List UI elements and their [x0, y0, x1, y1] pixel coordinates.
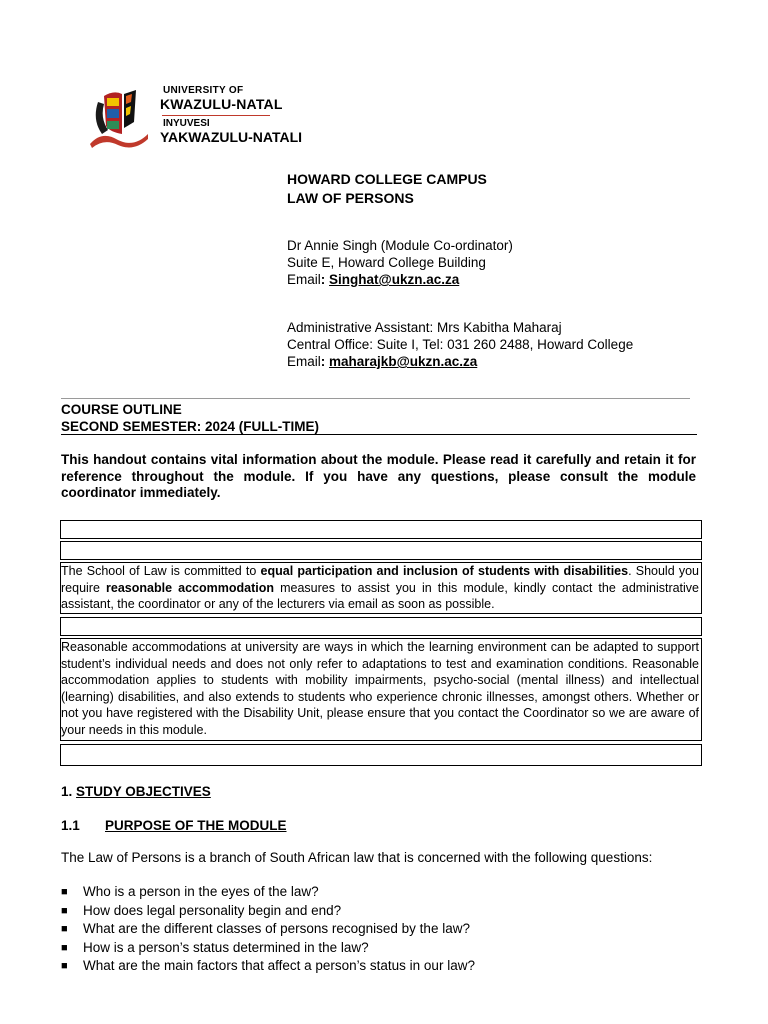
coordinator-office: Suite E, Howard College Building [287, 255, 486, 270]
inclusion-text-e: measures to assist you in this module, kindly contact the administrative assistant, the coordinator or any of the lecturers via email as soon as possible. [61, 580, 700, 611]
purpose-paragraph: The Law of Persons is a branch of South African law that is concerned with the following questions: [61, 850, 653, 865]
inclusion-text-bold-1: equal participation and inclusion of students with disabilities [260, 564, 629, 578]
section-1-1-heading [61, 818, 287, 833]
section-number: 1.1 [61, 818, 80, 833]
list-item-text: How does legal personality begin and end? [83, 902, 342, 918]
bullet-square-icon: ■ [61, 923, 68, 935]
course-outline-heading [61, 401, 319, 435]
empty-table-row [60, 520, 702, 539]
disability-inclusion-box [60, 562, 702, 614]
coordinator-name: Dr Annie Singh (Module Co-ordinator) [287, 238, 513, 253]
list-item [61, 883, 475, 902]
list-item [61, 902, 475, 921]
coordinator-contact [287, 237, 513, 288]
campus-title: HOWARD COLLEGE CAMPUS [287, 171, 487, 187]
empty-table-row [60, 744, 702, 766]
course-title: COURSE OUTLINE [61, 402, 182, 417]
intro-notice: This handout contains vital information about the module. Please read it carefully and retain it for reference throughout the module. If you have any questions, please consult the module coordinator immediately. [61, 452, 696, 500]
list-item [61, 957, 475, 976]
inclusion-text-c: . Should you require [61, 564, 700, 595]
empty-table-row [60, 617, 702, 636]
bullet-square-icon: ■ [61, 904, 68, 917]
list-item-text: What are the main factors that affect a person’s status in our law? [83, 958, 475, 973]
university-wordmark [160, 86, 302, 144]
bullet-square-icon: ■ [61, 960, 68, 972]
section-number: 1. [61, 784, 73, 799]
admin-contact [287, 319, 633, 370]
list-item [61, 939, 475, 958]
inclusion-text-a: The School of Law is committed to [61, 564, 261, 578]
inclusion-text-bold-2: reasonable accommodation [106, 580, 274, 595]
wordmark-divider [162, 115, 270, 116]
email-label: Email [287, 354, 321, 369]
list-item-text: How is a person’s status determined in the law? [83, 939, 369, 955]
divider-line [61, 398, 690, 399]
document-heading [287, 170, 487, 208]
admin-email-link[interactable]: maharajkb@ukzn.ac.za [329, 354, 478, 369]
admin-office: Central Office: Suite I, Tel: 031 260 2488, Howard College [287, 337, 634, 352]
list-item-text: Who is a person in the eyes of the law? [83, 884, 319, 899]
list-item-text: What are the different classes of persons recognised by the law? [83, 921, 470, 936]
reasonable-accommodation-box: Reasonable accommodations at university are ways in which the learning environment can be adapted to support student’s individual needs and does not only refer to adaptations to test and examination conditions. Reasonable accommodation applies to students with mobility impairments, psycho-social (mental illness) and intellectual (learning) disabilities, and also extends to students who experience chronic illnesses, amongst others. Whether or not you have registered with the Disability Unit, please ensure that you contact the Coordinator so we are aware of your needs in this module. [60, 638, 702, 741]
section-title: STUDY OBJECTIVES [76, 784, 211, 799]
coordinator-email-line [287, 271, 513, 288]
coordinator-email-link[interactable]: Singhat@ukzn.ac.za [329, 272, 460, 287]
wordmark-line-4: YAKWAZULU-NATALI [160, 129, 303, 145]
section-title: PURPOSE OF THE MODULE [105, 818, 287, 833]
email-separator: : [320, 272, 326, 287]
admin-email-line [287, 353, 633, 370]
bullet-square-icon: ■ [61, 941, 68, 954]
admin-name: Administrative Assistant: Mrs Kabitha Maharaj [287, 320, 562, 335]
bullet-square-icon: ■ [61, 886, 68, 898]
wordmark-line-1: UNIVERSITY OF [163, 85, 244, 96]
list-item [61, 920, 475, 939]
empty-table-row [60, 541, 702, 560]
wordmark-line-2: KWAZULU-NATAL [160, 96, 283, 112]
module-title: LAW OF PERSONS [287, 190, 414, 206]
questions-list [61, 883, 475, 976]
heading-underline [61, 434, 697, 435]
email-label: Email [287, 272, 321, 287]
section-1-heading [61, 784, 211, 799]
email-separator: : [320, 354, 326, 369]
course-semester: SECOND SEMESTER: 2024 (FULL-TIME) [61, 419, 320, 434]
wordmark-line-3: INYUVESI [163, 118, 210, 129]
